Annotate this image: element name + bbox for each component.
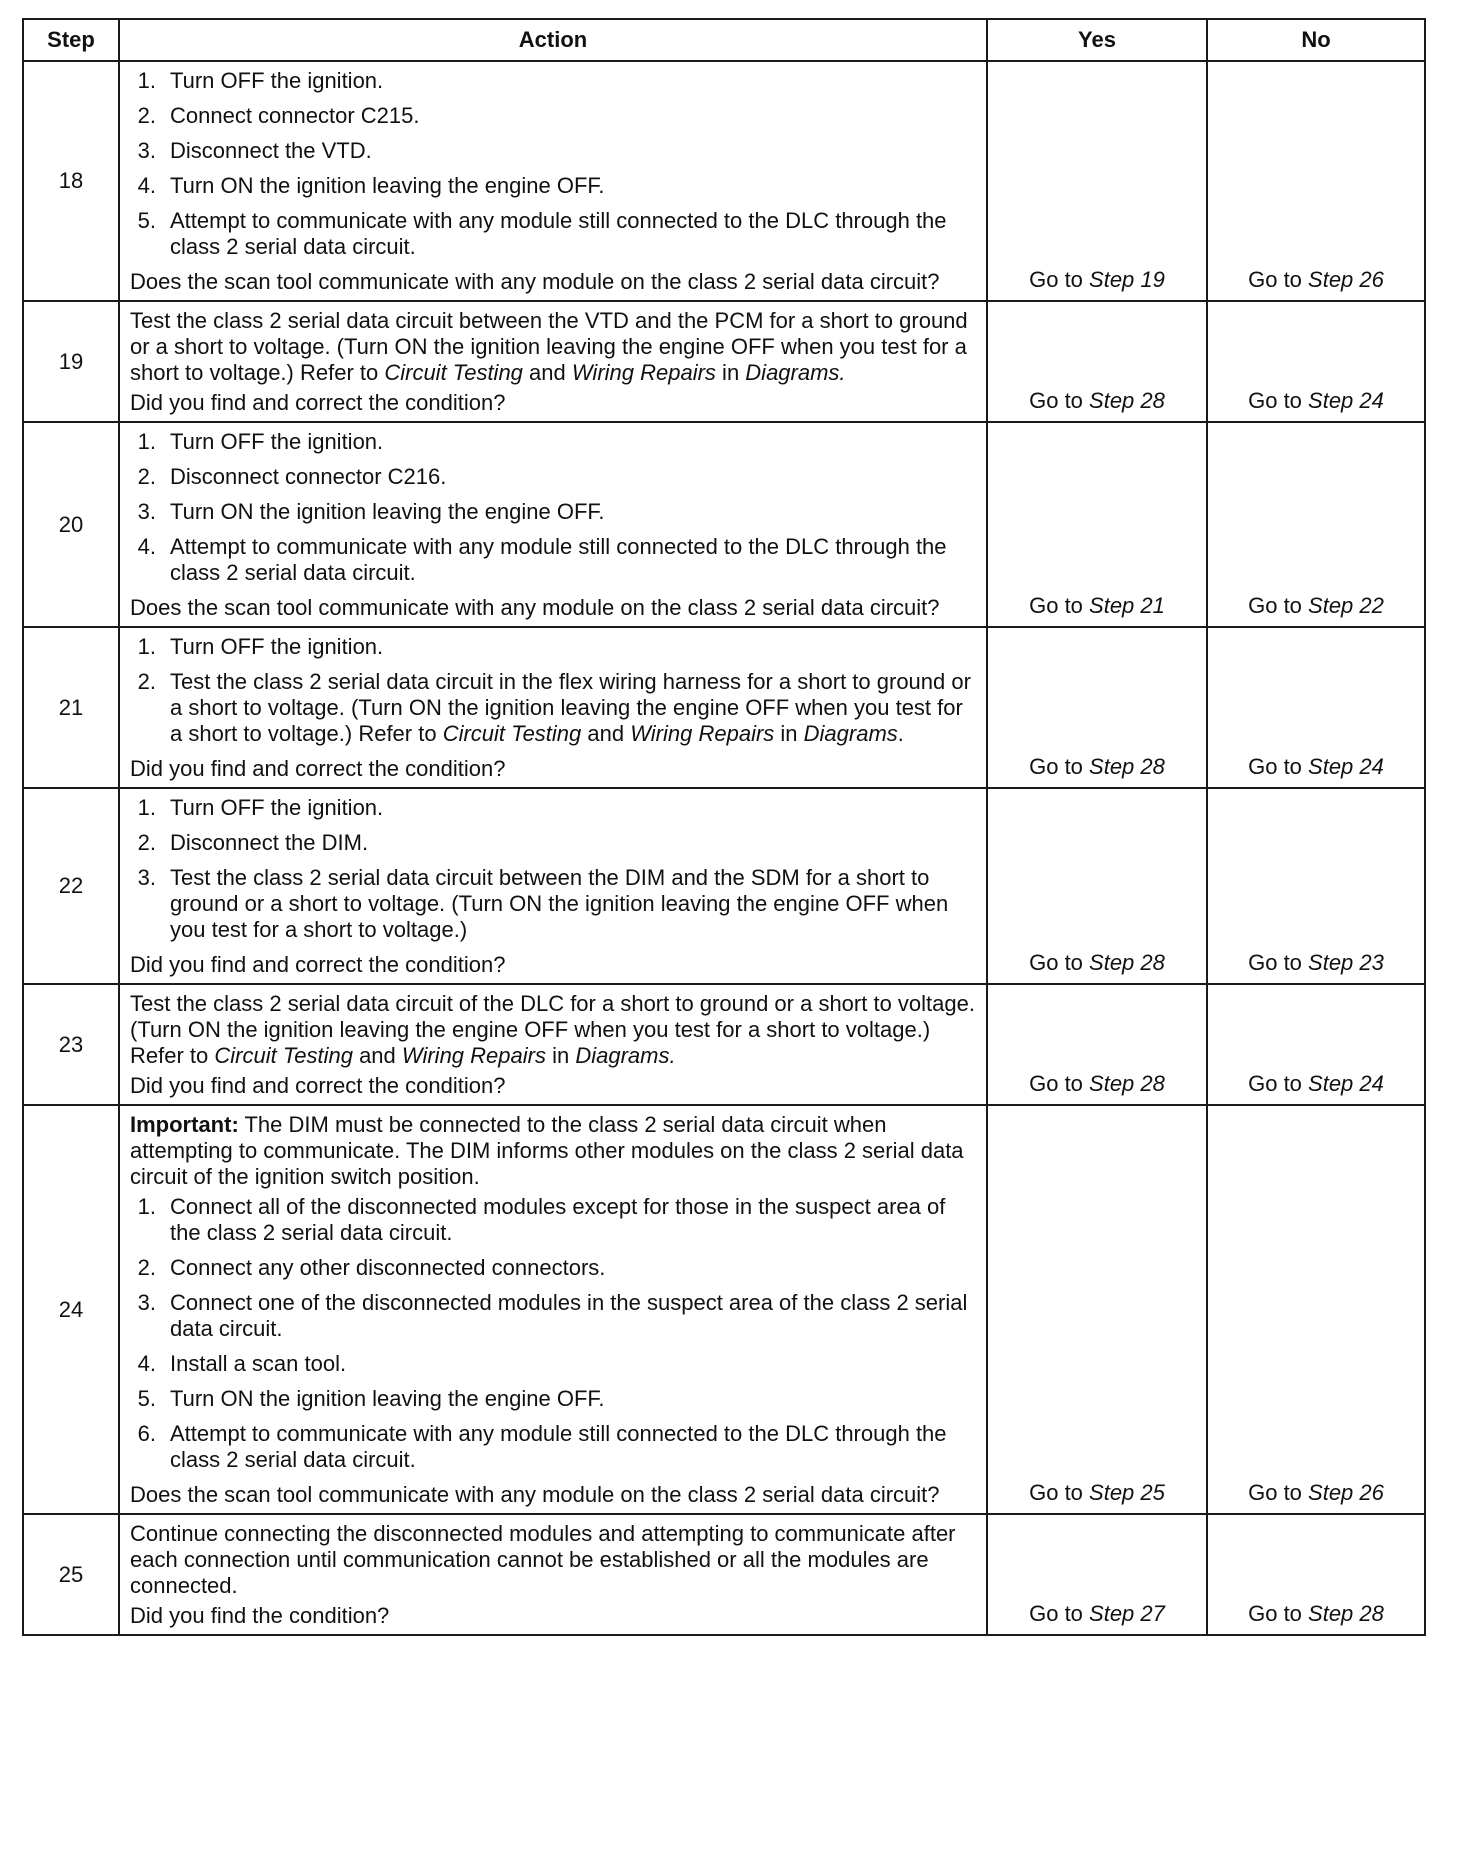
no-goto-text: Step 26	[1308, 267, 1384, 292]
action-paragraph	[130, 1112, 976, 1190]
step-number: 25	[23, 1514, 119, 1635]
action-paragraph-text: Important:	[130, 1112, 239, 1137]
list-item-text: Test the class 2 serial data circuit between the DIM and the SDM for a short to ground or a short to voltage. (Turn ON the ignition leaving the engine OFF when you test for a short to voltage.)	[170, 865, 949, 942]
yes-goto-text: Step 21	[1089, 593, 1165, 618]
list-item-number: 1.	[137, 634, 156, 659]
diagnostic-table	[22, 18, 1426, 1636]
list-item	[130, 1194, 976, 1246]
action-steps-list	[130, 429, 976, 586]
list-item-number: 5.	[137, 208, 156, 233]
action-question: Does the scan tool communicate with any module on the class 2 serial data circuit?	[130, 595, 940, 620]
list-item-number: 3.	[137, 1290, 156, 1315]
list-item-body	[170, 429, 976, 455]
step-number: 24	[23, 1105, 119, 1514]
list-item-text: Turn ON the ignition leaving the engine OFF.	[170, 1386, 605, 1411]
action-paragraph-text: Continue connecting the disconnected modules and attempting to communicate after each connection until communication cannot be established or all the modules are connected.	[130, 1521, 956, 1598]
list-item-body	[170, 1386, 976, 1412]
no-goto-text: Step 24	[1308, 754, 1384, 779]
list-item	[130, 138, 976, 164]
step-number: 22	[23, 788, 119, 984]
no-cell	[1207, 301, 1425, 422]
list-item-text: Turn OFF the ignition.	[170, 429, 384, 454]
list-item-text: Wiring Repairs	[630, 721, 775, 746]
list-item	[130, 1255, 976, 1281]
list-item-body	[170, 865, 976, 943]
action-paragraph-text: in	[715, 360, 746, 385]
action-cell	[119, 301, 987, 422]
list-item-number: 5.	[137, 1386, 156, 1411]
table-row	[23, 984, 1425, 1105]
yes-goto-text: Go to	[1029, 950, 1090, 975]
step-number: 23	[23, 984, 119, 1105]
yes-goto-text: Step 28	[1089, 388, 1165, 413]
list-item-body	[170, 1255, 976, 1281]
list-item	[130, 1421, 976, 1473]
list-item-number: 4.	[137, 173, 156, 198]
action-cell	[119, 1105, 987, 1514]
no-goto-text: Go to	[1248, 950, 1309, 975]
action-paragraph-text: The DIM must be connected to the class 2 serial data circuit when attempting to communicate. The DIM informs other modules on the class 2 serial data circuit of the ignition switch position.	[130, 1112, 964, 1189]
no-cell	[1207, 422, 1425, 627]
action-paragraph-text: in	[545, 1043, 576, 1068]
action-question: Does the scan tool communicate with any module on the class 2 serial data circuit?	[130, 269, 940, 294]
list-item	[130, 499, 976, 525]
yes-goto-text: Go to	[1029, 388, 1090, 413]
list-item-text: Diagrams	[803, 721, 898, 746]
table-row	[23, 1105, 1425, 1514]
list-item-text: Attempt to communicate with any module still connected to the DLC through the class 2 serial data circuit.	[170, 208, 947, 259]
list-item-number: 4.	[137, 534, 156, 559]
list-item-body	[170, 103, 976, 129]
list-item-number: 2.	[137, 1255, 156, 1280]
header-action: Action	[119, 19, 987, 61]
yes-goto-text: Step 25	[1089, 1480, 1165, 1505]
list-item-number: 2.	[137, 464, 156, 489]
list-item	[130, 1351, 976, 1377]
action-paragraph	[130, 308, 976, 386]
yes-goto-text: Go to	[1029, 593, 1090, 618]
list-item-number: 6.	[137, 1421, 156, 1446]
list-item-body	[170, 173, 976, 199]
action-steps-list	[130, 68, 976, 260]
no-goto-text: Go to	[1248, 267, 1309, 292]
header-step: Step	[23, 19, 119, 61]
action-paragraph-text: and	[522, 360, 572, 385]
no-goto-text: Go to	[1248, 1071, 1309, 1096]
action-cell	[119, 788, 987, 984]
action-paragraph-text: Wiring Repairs	[401, 1043, 546, 1068]
yes-cell	[987, 1514, 1207, 1635]
table-row	[23, 1514, 1425, 1635]
yes-goto-text: Go to	[1029, 267, 1090, 292]
list-item-text: Connect one of the disconnected modules in the suspect area of the class 2 serial data circuit.	[170, 1290, 968, 1341]
no-goto-text: Go to	[1248, 754, 1309, 779]
no-goto-text: Go to	[1248, 388, 1309, 413]
action-paragraph-text: and	[352, 1043, 402, 1068]
list-item	[130, 1290, 976, 1342]
list-item	[130, 429, 976, 455]
no-cell	[1207, 1105, 1425, 1514]
step-number: 18	[23, 61, 119, 301]
list-item-body	[170, 830, 976, 856]
list-item-text: Turn OFF the ignition.	[170, 634, 384, 659]
table-body	[23, 61, 1425, 1635]
yes-goto-text: Go to	[1029, 754, 1090, 779]
table-row	[23, 788, 1425, 984]
list-item-number: 3.	[137, 499, 156, 524]
action-paragraph-text: Circuit Testing	[214, 1043, 353, 1068]
list-item-number: 2.	[137, 669, 156, 694]
action-paragraph	[130, 1521, 976, 1599]
header-no: No	[1207, 19, 1425, 61]
action-cell	[119, 984, 987, 1105]
list-item-body	[170, 1351, 976, 1377]
list-item-text: Turn ON the ignition leaving the engine OFF.	[170, 173, 605, 198]
table-header-row	[23, 19, 1425, 61]
no-cell	[1207, 61, 1425, 301]
step-number: 20	[23, 422, 119, 627]
list-item	[130, 103, 976, 129]
yes-cell	[987, 1105, 1207, 1514]
list-item-number: 3.	[137, 138, 156, 163]
no-goto-text: Step 22	[1308, 593, 1384, 618]
step-number: 19	[23, 301, 119, 422]
action-paragraph-text: Diagrams.	[745, 360, 846, 385]
list-item-body	[170, 795, 976, 821]
no-cell	[1207, 984, 1425, 1105]
list-item	[130, 669, 976, 747]
no-cell	[1207, 1514, 1425, 1635]
no-cell	[1207, 627, 1425, 788]
list-item-number: 1.	[137, 795, 156, 820]
action-paragraph-text: Wiring Repairs	[571, 360, 716, 385]
action-paragraph-text: Circuit Testing	[384, 360, 523, 385]
action-paragraph-text: Test the class 2 serial data circuit of the DLC for a short to ground or a short to voltage. (Turn ON the ignition leaving the engine OFF when you test for a short to voltage.) Refer to	[130, 991, 975, 1068]
list-item-number: 3.	[137, 865, 156, 890]
yes-cell	[987, 422, 1207, 627]
list-item-body	[170, 1290, 976, 1342]
list-item-text: and	[581, 721, 631, 746]
no-cell	[1207, 788, 1425, 984]
action-question: Did you find and correct the condition?	[130, 1073, 506, 1098]
action-question: Did you find the condition?	[130, 1603, 390, 1628]
list-item-number: 4.	[137, 1351, 156, 1376]
action-paragraph	[130, 991, 976, 1069]
table-row	[23, 627, 1425, 788]
list-item-body	[170, 634, 976, 660]
list-item-body	[170, 1194, 976, 1246]
list-item	[130, 464, 976, 490]
list-item	[130, 830, 976, 856]
list-item-number: 1.	[137, 429, 156, 454]
step-number: 21	[23, 627, 119, 788]
yes-goto-text: Step 27	[1089, 1601, 1165, 1626]
list-item-text: Turn ON the ignition leaving the engine OFF.	[170, 499, 605, 524]
list-item-body	[170, 499, 976, 525]
table-row	[23, 422, 1425, 627]
list-item-body	[170, 534, 976, 586]
action-question: Does the scan tool communicate with any module on the class 2 serial data circuit?	[130, 1482, 940, 1507]
yes-goto-text: Step 19	[1089, 267, 1165, 292]
list-item-text: Disconnect connector C216.	[170, 464, 447, 489]
no-goto-text: Go to	[1248, 1480, 1309, 1505]
yes-goto-text: Step 28	[1089, 754, 1165, 779]
list-item-text: Connect all of the disconnected modules except for those in the suspect area of the class 2 serial data circuit.	[170, 1194, 946, 1245]
yes-goto-text: Go to	[1029, 1480, 1090, 1505]
action-cell	[119, 1514, 987, 1635]
list-item	[130, 1386, 976, 1412]
list-item-text: Circuit Testing	[442, 721, 582, 746]
yes-goto-text: Step 28	[1089, 950, 1165, 975]
list-item-text: Turn OFF the ignition.	[170, 795, 384, 820]
no-goto-text: Go to	[1248, 1601, 1309, 1626]
action-question: Did you find and correct the condition?	[130, 390, 506, 415]
table-row	[23, 61, 1425, 301]
list-item-number: 2.	[137, 830, 156, 855]
list-item	[130, 795, 976, 821]
list-item-text: Disconnect the VTD.	[170, 138, 372, 163]
action-paragraph-text: Test the class 2 serial data circuit between the VTD and the PCM for a short to ground or a short to voltage. (Turn ON the ignition leaving the engine OFF when you test for a short to voltage.) Refer to	[130, 308, 968, 385]
yes-goto-text: Go to	[1029, 1601, 1090, 1626]
action-steps-list	[130, 634, 976, 747]
list-item	[130, 208, 976, 260]
list-item-body	[170, 1421, 976, 1473]
list-item-text: Attempt to communicate with any module still connected to the DLC through the class 2 serial data circuit.	[170, 1421, 947, 1472]
list-item-text: in	[774, 721, 804, 746]
list-item	[130, 865, 976, 943]
action-paragraph-text: Diagrams.	[575, 1043, 676, 1068]
list-item-body	[170, 669, 976, 747]
list-item-number: 2.	[137, 103, 156, 128]
list-item-text: Test the class 2 serial data circuit in the flex wiring harness for a short to ground or a short to voltage. (Turn ON the ignition leaving the engine OFF when you test for a short to voltage.) Refer to	[170, 669, 971, 746]
header-yes: Yes	[987, 19, 1207, 61]
no-goto-text: Step 28	[1308, 1601, 1384, 1626]
list-item	[130, 173, 976, 199]
list-item-body	[170, 464, 976, 490]
yes-cell	[987, 788, 1207, 984]
yes-cell	[987, 627, 1207, 788]
list-item-text: Attempt to communicate with any module still connected to the DLC through the class 2 serial data circuit.	[170, 534, 947, 585]
list-item	[130, 68, 976, 94]
action-steps-list	[130, 795, 976, 943]
no-goto-text: Step 23	[1308, 950, 1384, 975]
list-item-text: Turn OFF the ignition.	[170, 68, 384, 93]
diagnostic-document	[22, 18, 1424, 1636]
action-cell	[119, 422, 987, 627]
yes-goto-text: Step 28	[1089, 1071, 1165, 1096]
list-item-body	[170, 208, 976, 260]
list-item-number: 1.	[137, 1194, 156, 1219]
list-item-number: 1.	[137, 68, 156, 93]
yes-goto-text: Go to	[1029, 1071, 1090, 1096]
list-item-body	[170, 68, 976, 94]
no-goto-text: Go to	[1248, 593, 1309, 618]
yes-cell	[987, 61, 1207, 301]
no-goto-text: Step 26	[1308, 1480, 1384, 1505]
list-item-text: Connect connector C215.	[170, 103, 420, 128]
list-item	[130, 534, 976, 586]
table-row	[23, 301, 1425, 422]
action-question: Did you find and correct the condition?	[130, 756, 506, 781]
action-cell	[119, 627, 987, 788]
list-item-text: Connect any other disconnected connectors.	[170, 1255, 606, 1280]
yes-cell	[987, 984, 1207, 1105]
action-question: Did you find and correct the condition?	[130, 952, 506, 977]
action-steps-list	[130, 1194, 976, 1473]
list-item-text: Install a scan tool.	[170, 1351, 347, 1376]
action-cell	[119, 61, 987, 301]
list-item-text: Disconnect the DIM.	[170, 830, 369, 855]
yes-cell	[987, 301, 1207, 422]
list-item-text: .	[897, 721, 904, 746]
list-item-body	[170, 138, 976, 164]
no-goto-text: Step 24	[1308, 1071, 1384, 1096]
list-item	[130, 634, 976, 660]
no-goto-text: Step 24	[1308, 388, 1384, 413]
